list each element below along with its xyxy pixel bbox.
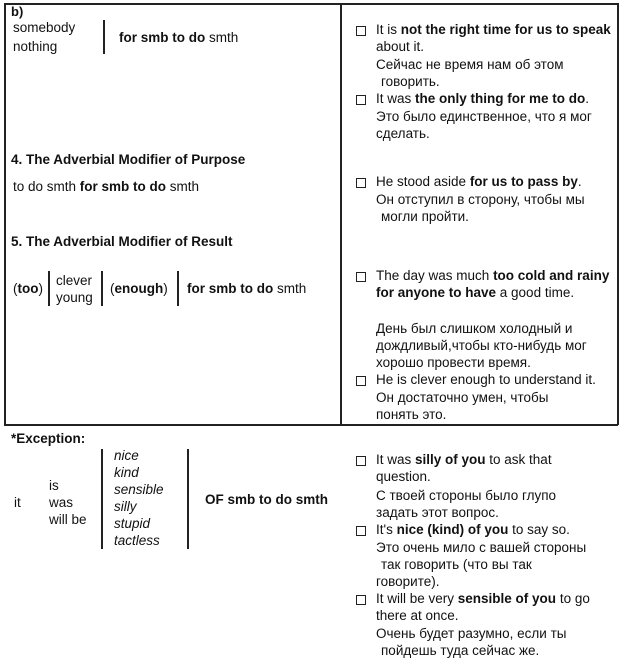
example-4-ru-1: День был слишком холодный и xyxy=(376,321,573,336)
example-5-ru-2: понять это. xyxy=(376,407,447,422)
section-b-label: b) xyxy=(11,4,24,19)
table-border-right xyxy=(617,3,619,425)
example-4-post: a good time. xyxy=(496,285,575,300)
section-4-pattern-bold: for smb to do xyxy=(79,179,167,194)
section-4-heading: 4. The Adverbial Modifier of Purpose xyxy=(11,152,246,167)
section-4-pattern-pre: to do smth xyxy=(13,179,80,194)
example-5-ru-1: Он достаточно умен, чтобы xyxy=(376,390,549,405)
table-border-left xyxy=(4,3,6,425)
example-4-ru-3: хорошо провести время. xyxy=(376,355,531,370)
section-5-bracket-2 xyxy=(101,271,103,306)
example-3-ru-1: Он отступил в сторону, чтобы мы xyxy=(376,192,585,207)
example-3-ru-2: могли пройти. xyxy=(381,209,469,224)
section-5-adj-2: young xyxy=(56,290,93,305)
section-4-pattern xyxy=(13,178,199,195)
example-2-ru-2: сделать. xyxy=(376,126,430,141)
example-7-ru-3: говорите). xyxy=(376,574,440,589)
example-7-bold: nice (kind) of you xyxy=(396,522,509,537)
section-4-pattern-tail: smth xyxy=(166,179,200,194)
exception-verb-1: is xyxy=(49,478,59,493)
exception-bracket-2 xyxy=(187,449,189,549)
section-5-pattern-bold: for smb to do xyxy=(187,281,274,296)
column-divider xyxy=(340,3,342,425)
checkbox-bullet-icon xyxy=(356,456,366,466)
section-5-adj-1: clever xyxy=(56,273,93,288)
section-b-word-1: somebody xyxy=(13,20,76,35)
section-5-pattern xyxy=(187,280,306,297)
checkbox-bullet-icon xyxy=(356,595,366,605)
exception-adj-6: tactless xyxy=(114,533,160,548)
exception-heading: *Exception: xyxy=(11,431,86,446)
example-6-ru-2: задать этот вопрос. xyxy=(376,505,499,520)
exception-adj-2: kind xyxy=(114,465,139,480)
section-b-pattern-tail: smth xyxy=(205,30,239,45)
example-8 xyxy=(376,590,616,624)
exception-verb-3: will be xyxy=(49,512,87,527)
example-7-post: to say so. xyxy=(508,522,570,537)
exception-adj-3: sensible xyxy=(114,482,164,497)
example-3 xyxy=(376,173,616,190)
example-4-bold: too cold and rainy for anyone to have xyxy=(376,268,610,300)
checkbox-bullet-icon xyxy=(356,272,366,282)
example-7-ru-1: Это очень мило с вашей стороны xyxy=(376,540,587,555)
example-6-post: to ask that question. xyxy=(376,452,552,484)
example-4 xyxy=(376,267,612,301)
example-6-ru-1: С твоей стороны было глупо xyxy=(376,488,557,503)
section-b-bracket xyxy=(103,20,105,54)
example-8-bold: sensible of you xyxy=(457,591,557,606)
example-3-post: . xyxy=(577,174,582,189)
example-2-bold: the only thing for me to do xyxy=(415,91,586,106)
example-1-ru-2: говорить. xyxy=(381,74,440,89)
checkbox-bullet-icon xyxy=(356,26,366,36)
example-6-bold: silly of you xyxy=(415,452,486,467)
example-1-ru-1: Сейчас не время нам об этом xyxy=(376,57,564,72)
example-4-pre: The day was much xyxy=(376,268,494,283)
example-2-pre: It was xyxy=(376,91,416,106)
example-8-ru-2: пойдешь туда сейчас же. xyxy=(381,643,540,658)
example-7-pre: It's xyxy=(376,522,397,537)
exception-verb-2: was xyxy=(49,495,74,510)
example-6-pre: It was xyxy=(376,452,416,467)
exception-adj-1: nice xyxy=(114,448,139,463)
example-6 xyxy=(376,451,576,485)
section-5-too-word: too xyxy=(17,281,39,296)
section-b-word-2: nothing xyxy=(13,39,58,54)
checkbox-bullet-icon xyxy=(356,526,366,536)
section-5-enough: (enough) xyxy=(110,281,168,296)
example-3-pre: He stood aside xyxy=(376,174,470,189)
example-2-ru-1: Это было единственное, что я мог xyxy=(376,109,592,124)
section-5-heading: 5. The Adverbial Modifier of Result xyxy=(11,234,233,249)
exception-adj-5: stupid xyxy=(114,516,151,531)
checkbox-bullet-icon xyxy=(356,178,366,188)
table-border-bottom xyxy=(4,424,618,426)
section-5-bracket-3 xyxy=(177,271,179,306)
section-5-bracket-1 xyxy=(48,271,50,306)
example-1-post: about it. xyxy=(376,39,425,54)
example-5: He is clever enough to understand it. xyxy=(376,372,596,387)
section-5-enough-word: enough xyxy=(114,281,164,296)
checkbox-bullet-icon xyxy=(356,376,366,386)
checkbox-bullet-icon xyxy=(356,95,366,105)
example-7-ru-2: так говорить (что вы так xyxy=(381,557,532,572)
exception-pattern: OF smb to do smth xyxy=(205,492,328,507)
example-8-ru-1: Очень будет разумно, если ты xyxy=(376,626,567,641)
section-b-pattern-bold: for smb to do xyxy=(119,30,206,45)
example-1-bold: not the right time for us to speak xyxy=(400,22,611,37)
exception-adj-4: silly xyxy=(114,499,137,514)
section-5-too: (too) xyxy=(13,281,43,296)
example-7 xyxy=(376,521,616,538)
section-5-pattern-tail: smth xyxy=(273,281,307,296)
example-3-bold: for us to pass by xyxy=(469,174,578,189)
section-b-pattern xyxy=(119,29,238,46)
exception-subject: it xyxy=(14,495,21,510)
example-1-pre: It is xyxy=(376,22,401,37)
example-4-ru-2: дождливый,чтобы кто-нибудь мог xyxy=(376,338,587,353)
example-1 xyxy=(376,21,612,55)
example-8-post: to go there at once. xyxy=(376,591,590,623)
exception-bracket-1 xyxy=(101,449,103,549)
table-border-top xyxy=(4,3,618,5)
example-2 xyxy=(376,90,616,107)
example-2-post: . xyxy=(585,91,590,106)
example-8-pre: It will be very xyxy=(376,591,458,606)
